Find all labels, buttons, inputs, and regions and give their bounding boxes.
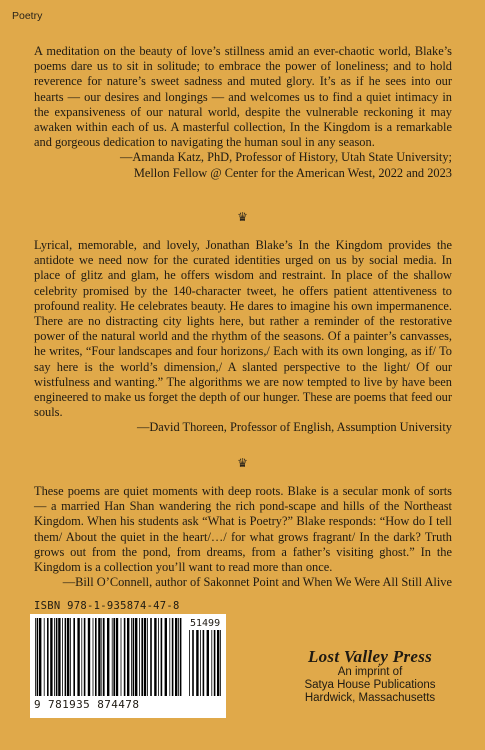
barcode-bar (44, 618, 45, 696)
barcode-bar (35, 618, 36, 696)
blurb-attribution-2: Mellon Fellow @ Center for the American West, 2022 and 2023 (133, 165, 452, 180)
barcode-bar (192, 630, 194, 696)
barcode-bar (124, 618, 126, 696)
crown-ornament-icon: ♛ (237, 456, 248, 470)
barcode-bar (67, 618, 69, 696)
barcode-bar (93, 618, 94, 696)
publisher-line: Satya House Publications (304, 679, 436, 691)
barcode-bar (133, 618, 135, 696)
barcode-bar (101, 618, 102, 696)
barcode-bar (77, 618, 79, 696)
barcode-bar (88, 618, 90, 696)
barcode-bar (103, 618, 105, 696)
barcode-bar (211, 630, 212, 696)
barcode-bar (54, 618, 55, 696)
publisher-logo: Lost Valley Press (307, 647, 433, 666)
barcode-bar (169, 618, 170, 696)
barcode-bar (127, 618, 129, 696)
barcode-bar (139, 618, 140, 696)
barcode-bar (84, 618, 86, 696)
blurb-text: A meditation on the beauty of love’s stillness amid an ever-chaotic world, Blake’s poems dare us to sit in solitude; to embrace the power of loneliness; and to hold reverence for nature’s sweet sadness and muted glory. It’s as if he sees into our hearts — our desires and longings — and welcomes us to find a quiet intimacy in the expansiveness of our natural world, despite the vulnerable reckoning it may awaken within each of us. A masterful collection, In the Kingdom is a remarkable and gorgeous dedication to navigating the human soul in any season. (34, 44, 452, 150)
barcode-bar (98, 618, 100, 696)
barcode-bar (107, 618, 109, 696)
barcode-bar (172, 618, 174, 696)
barcode-bar (73, 618, 75, 696)
barcode-bar (200, 630, 201, 696)
barcode-bar (65, 618, 67, 696)
barcode-bar (116, 618, 118, 696)
barcode-bar (70, 618, 71, 696)
review-blurb-2 (34, 238, 452, 436)
isbn-barcode (30, 614, 226, 718)
review-blurb-3 (34, 484, 452, 590)
barcode-bar (144, 618, 146, 696)
barcode-bar (95, 618, 97, 696)
barcode-bar (203, 630, 205, 696)
barcode-bar (56, 618, 58, 696)
barcode-bar (175, 618, 177, 696)
barcode-bar (214, 630, 216, 696)
isbn-label: ISBN 978-1-935874-47-8 (34, 600, 180, 612)
barcode-bar (131, 618, 132, 696)
blurb-attribution: —David Thoreen, Professor of English, Assumption University (136, 420, 452, 435)
review-blurb-1 (34, 44, 452, 181)
barcode-bar (161, 618, 163, 696)
blurb-attribution: —Amanda Katz, PhD, Professor of History, Utah State University; (120, 150, 452, 165)
barcode-bar (47, 618, 49, 696)
barcode-bar (50, 618, 52, 696)
barcode-bar (165, 618, 167, 696)
barcode-bar (113, 618, 115, 696)
barcode-digits: 9 781935 874478 (34, 698, 140, 711)
barcode-addon-price: 51499 (190, 618, 221, 629)
barcode-bar (39, 618, 41, 696)
barcode-bar (150, 618, 152, 696)
blurb-text: Lyrical, memorable, and lovely, Jonathan Blake’s In the Kingdom provides the antidote we need now for the curated identities urged on us by social media. In place of glitz and glam, he offers wisdom and restraint. In place of the shallow celebrity promised by the 140-character tweet, he offers patient attentiveness to profound reality. He celebrates beauty. He dares to imagine his own impermanence. There are no distracting city lights here, but rather a reminder of the restorative power of the natural world and the rhythm of the seasons. Of a painter’s canvasses, he writes, “Four landscapes and four horizons,/ Each with its own longing, as if/ To say here is the world’s dimension,/ A slanted perspective to the light/ Of our wistfulness and wanting.” The algorithms we are now tempted to live by have been engineered to make us forget the depth of our hunger. These are poems that feed our souls. (34, 238, 452, 420)
barcode-bar (217, 630, 219, 696)
publisher-line: An imprint of (337, 666, 403, 678)
barcode-bar (189, 630, 190, 696)
barcode-bar (112, 618, 113, 696)
barcode-bar (37, 618, 39, 696)
publisher-block (270, 647, 470, 705)
barcode-bar (141, 618, 143, 696)
barcode-bar (196, 630, 198, 696)
publisher-line: Hardwick, Massachusetts (304, 692, 436, 704)
barcode-bar (220, 630, 221, 696)
barcode-bar (154, 618, 156, 696)
barcode-bar (158, 618, 159, 696)
barcode-bar (180, 618, 182, 696)
category-label: Poetry (12, 10, 43, 22)
barcode-addon-bars (188, 630, 222, 696)
barcode-bar (58, 618, 60, 696)
barcode-bar (81, 618, 82, 696)
blurb-attribution: —Bill O’Connell, author of Sakonnet Point and When We Were All Still Alive (62, 575, 452, 590)
barcode-bar (178, 618, 179, 696)
crown-ornament-icon: ♛ (237, 210, 248, 224)
barcode-bar (135, 618, 137, 696)
barcode-bar (147, 618, 148, 696)
barcode-bar (121, 618, 122, 696)
barcode-bar (207, 630, 209, 696)
blurb-text: These poems are quiet moments with deep roots. Blake is a secular monk of sorts — a married Han Shan wandering the rich pond-scape and hills of the Northeast Kingdom. When his students ask “What is Poetry?” Blake responds: “How do I tell them/ About the quiet in the heart/…/ for what grows fragrant/ In the dark? Truth grows out from the pond, from dreams, from a father’s visiting ghost.” In the Kingdom is a collection you’ll want to read more than once. (34, 484, 452, 575)
barcode-main-bars (34, 618, 184, 696)
barcode-bar (62, 618, 63, 696)
